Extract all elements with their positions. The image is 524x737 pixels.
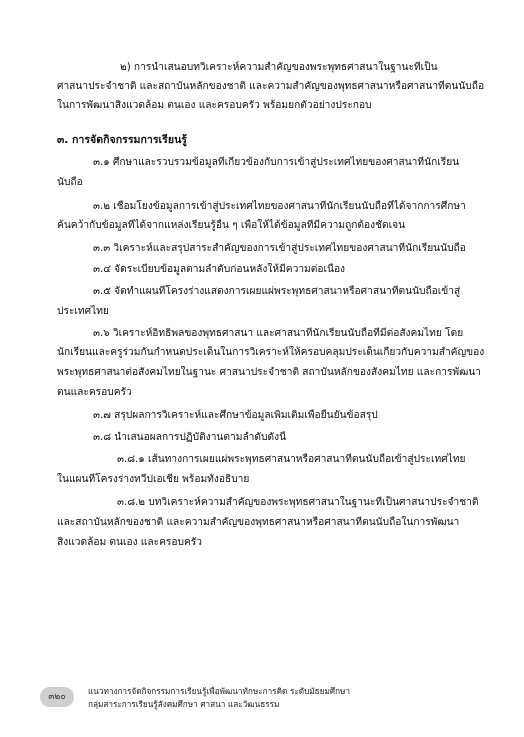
text-line: ๓.๓ วิเคราะห์และสรุปสาระสำคัญของการเข้าสู่ประเทศไทยของศาสนาที่นักเรียนนับถือ	[93, 243, 466, 254]
text-line: ๓.๗ สรุปผลการวิเคราะห์และศึกษาข้อมูลเพิ่มเติมเพื่อยืนยันข้อสรุป	[93, 410, 378, 421]
text-line: สิ่งแวดล้อม ตนเอง และครอบครัว	[57, 537, 202, 548]
text-line: ๒) การนำเสนอบทวิเคราะห์ความสำคัญของพระพุทธศาสนาในฐานะที่เป็น	[120, 62, 438, 73]
footer-subtitle: กลุ่มสาระการเรียนรู้สังคมศึกษา ศาสนา และวัฒนธรรม	[88, 699, 280, 709]
text-line: และสถาบันหลักของชาติ และความสำคัญของพุทธศาสนาหรือศาสนาที่ตนนับถือในการพัฒนา	[57, 517, 460, 528]
page-number-badge: ๓๒๐	[40, 687, 74, 707]
text-line: ประเทศไทย	[57, 306, 109, 317]
text-line: ในการพัฒนาสิ่งแวดล้อม ตนเอง และครอบครัว พร้อมยกตัวอย่างประกอบ	[57, 100, 372, 111]
text-line: ๓.๘.๒ บทวิเคราะห์ความสำคัญของพระพุทธศาสนาในฐานะที่เป็นศาสนาประจำชาติ	[117, 497, 479, 508]
text-line: พระพุทธศาสนาต่อสังคมไทยในฐานะ ศาสนาประจำชาติ สถาบันหลักของสังคมไทย และการพัฒนา	[57, 367, 482, 378]
text-line: ๓.๔ จัดระเบียบข้อมูลตามลำดับก่อนหลังให้มีความต่อเนื่อง	[93, 264, 346, 275]
text-line: ๓.๒ เชื่อมโยงข้อมูลการเข้าสู่ประเทศไทยของศาสนาที่นักเรียนนับถือที่ได้จากการศึกษา	[93, 201, 466, 212]
text-line: ๓.๕ จัดทำแผนที่โครงร่างแสดงการเผยแผ่พระพุทธศาสนาหรือศาสนาที่ตนนับถือเข้าสู่	[93, 286, 461, 297]
text-line: นับถือ	[57, 177, 83, 188]
text-line: ๓.๑ ศึกษาและรวบรวมข้อมูลที่เกี่ยวข้องกับการเข้าสู่ประเทศไทยของศาสนาที่นักเรียน	[93, 157, 460, 168]
footer-title: แนวทางการจัดกิจกรรมการเรียนรู้เพื่อพัฒนาทักษะการคิด ระดับมัธยมศึกษา	[88, 686, 351, 696]
text-line: ตนและครอบครัว	[57, 387, 132, 398]
text-line: ๓.๘.๑ เส้นทางการเผยแผ่พระพุทธศาสนาหรือศาสนาที่ตนนับถือเข้าสู่ประเทศไทย	[117, 454, 466, 465]
text-line: ๓.๘ นำเสนอผลการปฏิบัติงานตามลำดับดังนี้	[93, 432, 287, 443]
text-line: ในแผนที่โครงร่างทวีปเอเชีย พร้อมทั้งอธิบาย	[57, 474, 250, 485]
section-heading: ๓. การจัดกิจกรรมการเรียนรู้	[57, 134, 187, 146]
text-line: ๓.๖ วิเคราะห์อิทธิพลของพุทธศาสนา และศาสนาที่นักเรียนนับถือที่มีต่อสังคมไทย โดย	[93, 328, 464, 339]
text-line: ค้นคว้ากับข้อมูลที่ได้จากแหล่งเรียนรู้อื่น ๆ เพื่อให้ได้ข้อมูลที่มีความถูกต้องชัดเจน	[57, 220, 406, 231]
text-line: นักเรียนและครูร่วมกันกำหนดประเด็นในการวิเคราะห์ให้ครอบคลุมประเด็นเกี่ยวกับความสำคัญของ	[57, 347, 485, 358]
text-line: ศาสนาประจำชาติ และสถาบันหลักของชาติ และความสำคัญของพุทธศาสนาหรือศาสนาที่ตนนับถือ	[57, 81, 485, 92]
